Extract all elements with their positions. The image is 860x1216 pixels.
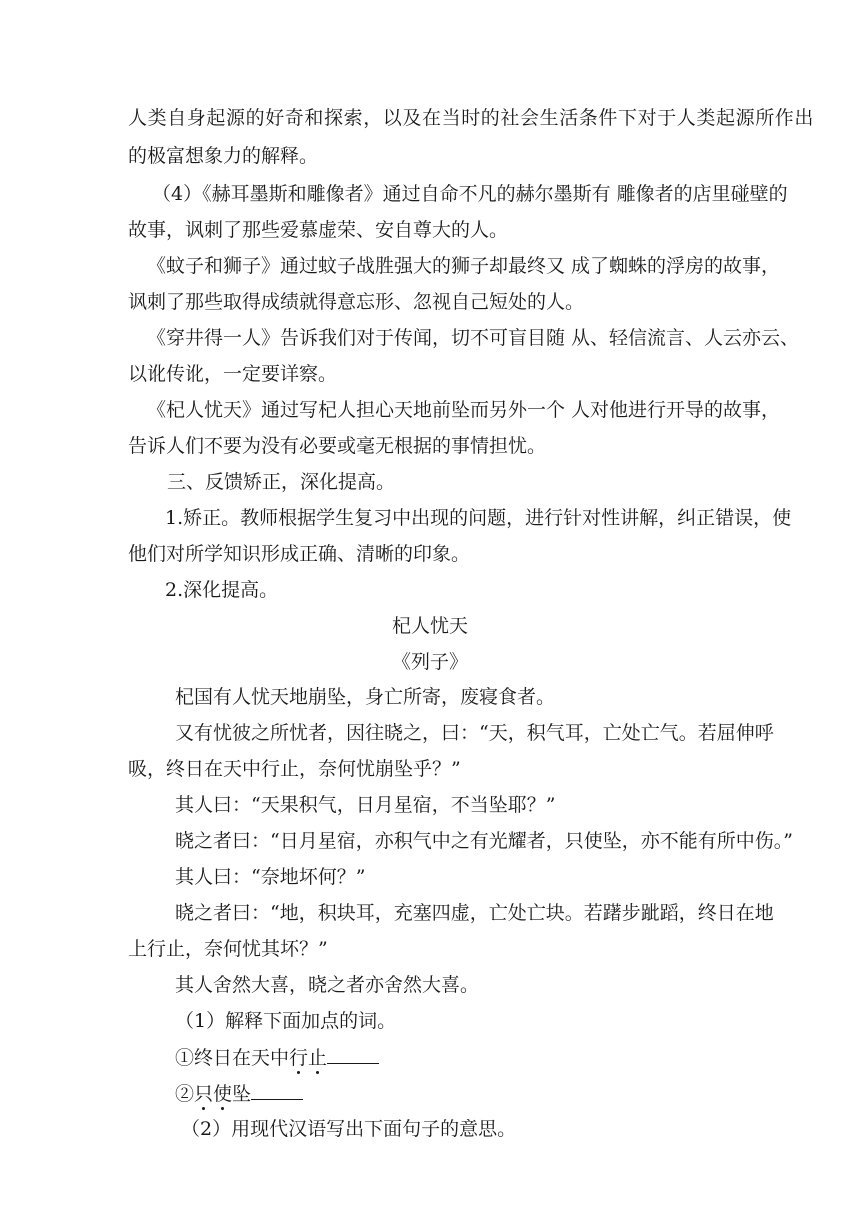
dotted-char: 使: [213, 1083, 233, 1105]
paragraph-line: 人类自身起源的好奇和探索，以及在当时的社会生活条件下对于人类起源所作出: [128, 107, 815, 129]
paragraph-line: 的极富想象力的解释。: [128, 145, 319, 167]
passage-line: 晓之者曰：“日月星宿，亦积气中之有光耀者，只使坠，亦不能有所中伤。”: [175, 830, 793, 852]
question-1b: [175, 1081, 303, 1106]
question-1-heading: （1）解释下面加点的词。: [175, 1010, 397, 1032]
paragraph-line: （4）《赫耳墨斯和雕像者》通过自命不凡的赫尔墨斯有 雕像者的店里碰壁的: [152, 183, 788, 205]
question-1a: [175, 1045, 379, 1070]
passage-line: 吸，终日在天中行止，奈何忧崩坠乎？”: [128, 758, 461, 780]
passage-title: 杞人忧天: [391, 615, 468, 637]
dotted-char: 只: [194, 1083, 214, 1105]
paragraph-line: 《穿井得一人》告诉我们对于传闻，切不可盲目随 从、轻信流言、人云亦云、: [147, 327, 800, 349]
paragraph-line: 告诉人们不要为没有必要或毫无根据的事情担忧。: [128, 435, 547, 457]
paragraph-line: 以讹传讹，一定要详察。: [128, 363, 338, 385]
passage-line: 其人曰：“天果积气，日月星宿，不当坠耶？”: [175, 794, 556, 816]
passage-line: 又有忧彼之所忧者，因往晓之，曰：“天，积气耳，亡处亡气。若屈伸呼: [175, 722, 774, 744]
question-2-heading: （2）用现代汉语写出下面句子的意思。: [181, 1118, 517, 1140]
paragraph-line: 《蚊子和狮子》通过蚊子战胜强大的狮子却最终又 成了蜘蛛的浮房的故事，: [147, 255, 781, 277]
paragraph-line: 故事，讽刺了那些爱慕虚荣、安自尊大的人。: [128, 219, 509, 241]
paragraph-line: 1.矫正。教师根据学生复习中出现的问题，进行针对性讲解，纠正错误，使: [165, 507, 792, 529]
section-heading: 三、反馈矫正，深化提高。: [167, 471, 396, 493]
passage-author: 《列子》: [391, 651, 468, 673]
question-1b-suffix: 坠: [232, 1083, 252, 1105]
paragraph-line: 2.深化提高。: [165, 579, 279, 601]
question-1b-text: ②: [175, 1083, 195, 1105]
passage-line: 其人舍然大喜，晓之者亦舍然大喜。: [175, 974, 480, 996]
passage-line: 上行止，奈何忧其坏？”: [128, 938, 328, 960]
paragraph-line: 《杞人忧天》通过写杞人担心天地前坠而另外一个 人对他进行开导的故事，: [147, 399, 781, 421]
paragraph-line: 他们对所学知识形成正确、清晰的印象。: [128, 543, 471, 565]
paragraph-line: 讽刺了那些取得成绩就得意忘形、忽视自己短处的人。: [128, 291, 585, 313]
dotted-char: 行: [289, 1047, 309, 1069]
passage-line: 晓之者曰：“地，积块耳，充塞四虚，亡处亡块。若躇步跐蹈，终日在地: [175, 902, 774, 924]
dotted-char: 止: [308, 1047, 328, 1069]
answer-blank[interactable]: [251, 1081, 303, 1100]
passage-line: 其人曰：“奈地坏何？”: [175, 866, 366, 888]
answer-blank[interactable]: [327, 1045, 379, 1064]
question-1a-text: ①终日在天中: [175, 1047, 290, 1069]
passage-line: 杞国有人忧天地崩坠，身亡所寄，废寝食者。: [175, 686, 556, 708]
